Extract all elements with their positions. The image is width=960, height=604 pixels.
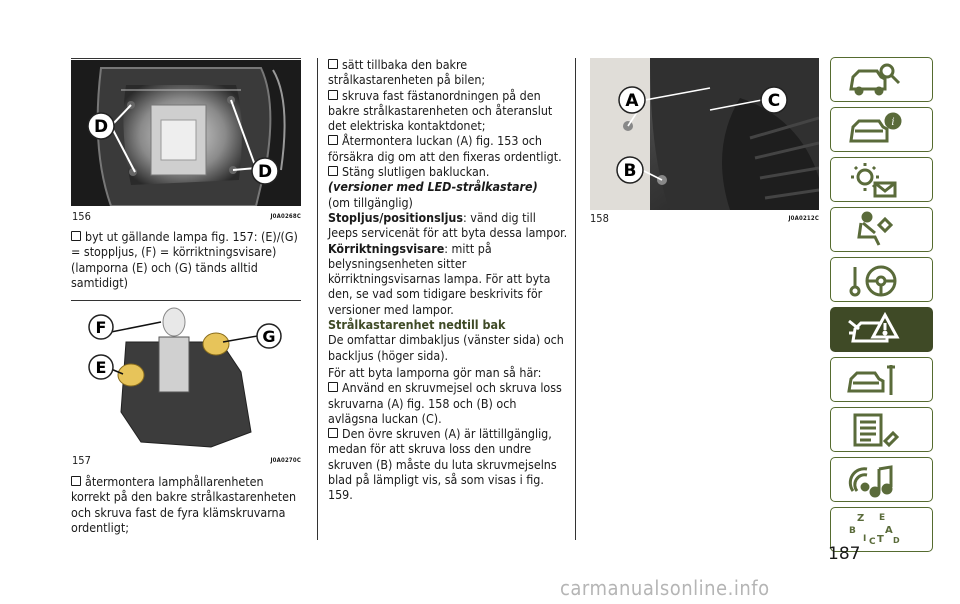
car-search-icon <box>845 61 905 99</box>
bullet-box-icon <box>328 90 338 100</box>
fig157-label-e: E <box>95 358 107 377</box>
tab-seat-safety[interactable] <box>830 207 933 252</box>
car-breakdown-icon <box>845 311 905 349</box>
starting-driving-icon <box>845 261 905 299</box>
turn-label: Körriktningsvisare <box>328 240 445 256</box>
figure-158-code: J0A0212C <box>788 215 819 222</box>
page-number: 187 <box>828 544 861 564</box>
column-1-text-1 <box>71 229 303 290</box>
figure-158-caption <box>590 212 819 225</box>
figure-157-code: J0A0270C <box>270 457 301 464</box>
col2-b2: skruva fast fästanordningen på den bakre strålkastarenheten och återanslut det elektriska kontaktdonet; <box>328 87 553 134</box>
car-service-icon <box>845 361 905 399</box>
index-letter-a: A <box>885 525 893 536</box>
section-heading: Strålkastarenhet nedtill bak <box>328 317 506 333</box>
fig158-label-b: B <box>623 161 637 181</box>
col1-text1: byt ut gällande lampa fig. 157: (E)/(G) = stoppljus, (F) = körriktningsvisare) (lamporna (E) och (G) tänds alltid samtidigt) <box>71 229 298 290</box>
fig156-label-d1: D <box>93 117 109 137</box>
bullet-box-icon <box>328 428 338 438</box>
index-letter-b: B <box>849 526 856 536</box>
index-letter-e: E <box>879 513 886 523</box>
tab-car-service[interactable] <box>830 357 933 402</box>
warning-lights-message-icon <box>845 161 905 199</box>
index-letter-i: I <box>863 534 867 544</box>
figure-156-code: J0A0268C <box>270 213 301 220</box>
fig157-label-f: F <box>95 318 107 337</box>
fig158-label-a: A <box>625 91 639 111</box>
col2-p1: De omfattar dimbakljus (vänster sida) och backljus (höger sida). <box>328 332 564 363</box>
col2-b1: sätt tillbaka den bakre strålkastarenheten på bilen; <box>328 57 486 88</box>
bullet-box-icon <box>71 231 81 241</box>
turn-text: : mitt på belysningsenheten sitter körriktningsvisarnas lampa. För att byta den, se vad som tidigare beskrivits för versioner med lampor. <box>328 240 551 317</box>
column-1-text-2 <box>71 474 303 535</box>
bullet-box-icon <box>328 59 338 69</box>
bullet-box-icon <box>328 166 338 176</box>
bullet-box-icon <box>328 382 338 392</box>
tab-car-info[interactable] <box>830 107 933 152</box>
col2-b3: Återmontera luckan (A) fig. 153 och försäkra dig om att den fixeras ordentligt. <box>328 133 562 164</box>
car-info-icon <box>845 111 905 149</box>
fig157-label-g: G <box>262 327 276 346</box>
figure-156-number: 156 <box>72 210 91 223</box>
col2-p2: För att byta lamporna gör man så här: <box>328 364 542 380</box>
led-heading: (versioner med LED-strålkastare) <box>328 179 538 195</box>
figure-158-image <box>590 58 819 210</box>
bullet-box-icon <box>328 135 338 145</box>
figure-157-image <box>71 302 301 450</box>
col2-b4: Stäng slutligen bakluckan. <box>342 164 490 180</box>
figure-156-image <box>71 60 301 206</box>
led-note: (om tillgänglig) <box>328 194 413 210</box>
figure-158-number: 158 <box>590 212 609 225</box>
figure-157-number: 157 <box>72 454 91 467</box>
fig158-label-c: C <box>767 91 781 111</box>
watermark: carmanualsonline.info <box>560 576 770 600</box>
technical-data-icon <box>845 411 905 449</box>
svg-text:i: i <box>891 117 895 128</box>
tab-technical-data[interactable] <box>830 407 933 452</box>
index-letter-c: C <box>869 537 876 547</box>
index-letter-z: Z <box>857 513 865 524</box>
tab-starting-driving[interactable] <box>830 257 933 302</box>
stop-text: : vänd dig till Jeeps servicenät för att byta dessa lampor. <box>328 209 568 241</box>
tab-warning-lights[interactable] <box>830 157 933 202</box>
column-2 <box>328 57 568 503</box>
bullet-box-icon <box>71 476 81 486</box>
multimedia-icon <box>845 461 905 499</box>
col1-text2: återmontera lamphållarenheten korrekt på den bakre strålkastarenheten och skruva fast de fyra klämskruvarna ordentligt; <box>71 474 297 535</box>
tab-car-breakdown[interactable] <box>830 307 933 352</box>
stop-label: Stopljus/positionsljus <box>328 209 463 225</box>
tab-car-search[interactable] <box>830 57 933 102</box>
seat-safety-icon <box>845 211 905 249</box>
index-letter-d: D <box>893 536 900 545</box>
fig156-label-d2: D <box>257 162 273 182</box>
col2-b5: Använd en skruvmejsel och skruva loss skruvarna (A) fig. 158 och (B) och avlägsna luckan (C). <box>328 380 562 426</box>
figure-156-caption <box>72 210 301 223</box>
figure-157-caption <box>72 454 301 467</box>
index-letter-t: T <box>877 534 884 545</box>
tab-multimedia[interactable] <box>830 457 933 502</box>
col2-b6: Den övre skruven (A) är lättillgänglig, medan för att skruva loss den undre skruven (B) måste du luta skruvmejselns blad på lämpligt vis, så som visas i fig. 159. <box>328 426 557 503</box>
